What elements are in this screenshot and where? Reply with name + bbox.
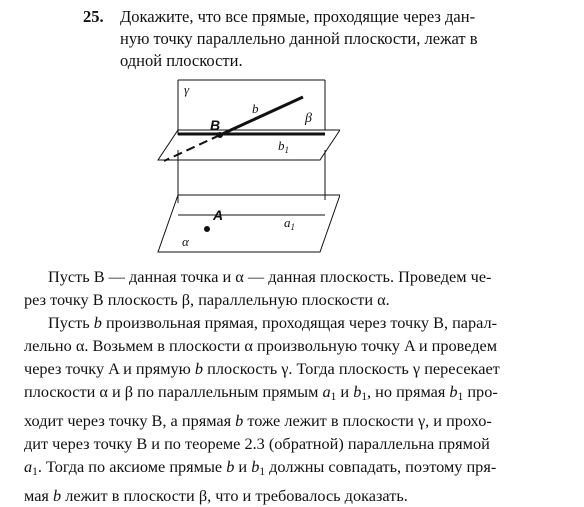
- solution-p2-line-6: дит через точку B и по теореме 2.3 (обратной) параллельна прямой: [24, 433, 490, 453]
- solution-p1-line-1: Пусть B — данная точка и α — данная плоскость. Проведем че-: [48, 267, 492, 286]
- problem-number: 25.: [83, 7, 104, 26]
- problem-line-2: ную точку параллельно данной плоскости, лежат в: [120, 29, 478, 48]
- solution-p2-line-2: лельно α. Возьмем в плоскости α произвольную точку A и проведем: [24, 336, 498, 355]
- solution-p2-line-7: $a_1$. Тогда по аксиоме прямые b и $b_1$ должны совпадать, поэтому пря-: [24, 456, 497, 478]
- label-b: b: [252, 101, 259, 116]
- problem-line-3: одной плоскости.: [120, 51, 243, 70]
- solution-p2-line-5: ходит через точку B, а прямая b тоже лежит в плоскости γ, и прохо-: [24, 410, 492, 430]
- line-b: [220, 97, 303, 135]
- geometry-figure: [150, 75, 340, 265]
- problem-line-1: 25. Докажите, что все прямые, проходящие через дан-: [83, 7, 476, 26]
- label-gamma: γ: [184, 82, 190, 97]
- point-A: [204, 226, 210, 232]
- label-A: A: [213, 207, 224, 223]
- solution-text: [24, 265, 572, 507]
- label-alpha: α: [182, 234, 189, 249]
- solution-p1-line-2: рез точку B плоскость β, параллельную плоскости α.: [24, 290, 390, 309]
- label-beta: β: [305, 111, 312, 126]
- solution-p2-line-4: плоскости α и β по параллельным прямым $a_1$ и $b_1$, но прямая $b_1$ про-: [24, 382, 498, 403]
- label-b1: $b_1$: [278, 138, 289, 155]
- label-B: B: [210, 117, 221, 133]
- label-a1: $a_1$: [284, 215, 295, 232]
- solution-p2-line-8: мая b лежит в плоскости β, что и требовалось доказать.: [24, 485, 408, 505]
- solution-p2-line-1: Пусть b произвольная прямая, проходящая через точку B, парал-: [48, 313, 498, 332]
- problem-statement: [83, 6, 553, 72]
- solution-p2-line-3: через точку A и прямую b плоскость γ. Тогда плоскость γ пересекает: [24, 359, 500, 378]
